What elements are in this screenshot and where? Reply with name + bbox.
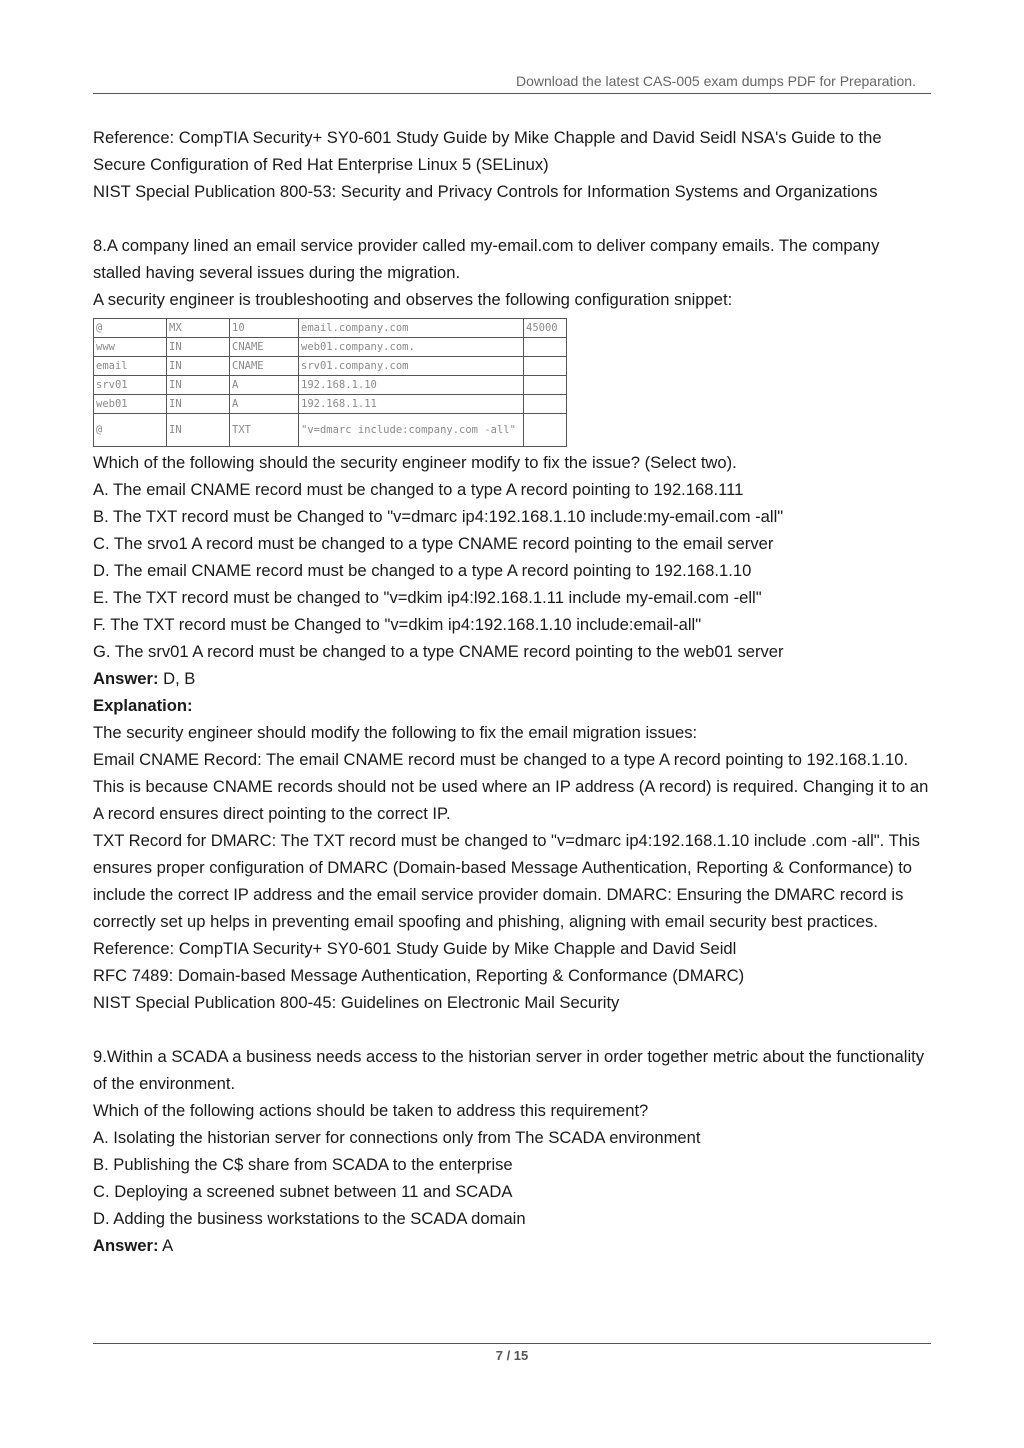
dns-cell: srv01.company.com bbox=[299, 357, 524, 376]
spacer bbox=[93, 205, 931, 232]
dns-row bbox=[94, 395, 567, 414]
reference-line: NIST Special Publication 800-53: Security and Privacy Controls for Information Systems and Organizations bbox=[93, 182, 878, 201]
dns-cell: @ bbox=[94, 414, 167, 447]
dns-row bbox=[94, 376, 567, 395]
dns-cell: @ bbox=[94, 319, 167, 338]
dns-cell: IN bbox=[167, 414, 230, 447]
answer-option: G. The srv01 A record must be changed to a type CNAME record pointing to the web01 server bbox=[93, 642, 784, 661]
answer-option: B. Publishing the C$ share from SCADA to the enterprise bbox=[93, 1155, 513, 1174]
dns-row bbox=[94, 414, 567, 447]
dns-cell: web01 bbox=[94, 395, 167, 414]
answer-option: A. Isolating the historian server for connections only from The SCADA environment bbox=[93, 1128, 701, 1147]
dns-cell: 192.168.1.10 bbox=[299, 376, 524, 395]
dns-cell: 10 bbox=[230, 319, 299, 338]
dns-cell bbox=[524, 376, 567, 395]
dns-cell: 192.168.1.11 bbox=[299, 395, 524, 414]
dns-cell: IN bbox=[167, 357, 230, 376]
answer-label: Answer: bbox=[93, 669, 159, 688]
answer-option: D. The email CNAME record must be changed to a type A record pointing to 192.168.1.10 bbox=[93, 561, 752, 580]
dns-cell: IN bbox=[167, 338, 230, 357]
spacer bbox=[93, 1016, 931, 1043]
dns-cell: email.company.com bbox=[299, 319, 524, 338]
dns-row bbox=[94, 357, 567, 376]
dns-cell: web01.company.com. bbox=[299, 338, 524, 357]
answer-option: C. Deploying a screened subnet between 11 and SCADA bbox=[93, 1182, 513, 1201]
answer-value: A bbox=[158, 1236, 174, 1255]
dns-row bbox=[94, 319, 567, 338]
dns-row bbox=[94, 338, 567, 357]
answer-option: F. The TXT record must be Changed to "v=dkim ip4:192.168.1.10 include:email-all" bbox=[93, 615, 702, 634]
answer-option: B. The TXT record must be Changed to "v=dmarc ip4:192.168.1.10 include:my-email.com -all" bbox=[93, 507, 784, 526]
dns-cell: srv01 bbox=[94, 376, 167, 395]
explanation-paragraph: The security engineer should modify the following to fix the email migration issues: bbox=[93, 723, 698, 742]
dns-cell bbox=[524, 338, 567, 357]
question-9-prompt: Which of the following actions should be taken to address this requirement? bbox=[93, 1101, 649, 1120]
dns-cell: IN bbox=[167, 395, 230, 414]
explanation-heading bbox=[93, 692, 931, 719]
question-9-stem: 9.Within a SCADA a business needs access to the historian server in order together metric about the functionality of the environment. bbox=[93, 1047, 925, 1093]
dns-cell: "v=dmarc include:company.com -all" bbox=[299, 414, 524, 447]
dns-cell: IN bbox=[167, 376, 230, 395]
dns-cell: 45000 bbox=[524, 319, 567, 338]
dns-cell: A bbox=[230, 395, 299, 414]
explanation-paragraph: Reference: CompTIA Security+ SY0-601 Study Guide by Mike Chapple and David Seidl bbox=[93, 939, 737, 958]
dns-cell bbox=[524, 414, 567, 447]
question-8-stem: 8.A company lined an email service provider called my-email.com to deliver company emails. The company stalled having several issues during the migration. bbox=[93, 236, 880, 282]
answer-option: C. The srvo1 A record must be changed to a type CNAME record pointing to the email server bbox=[93, 534, 774, 553]
footer-divider bbox=[93, 1343, 931, 1344]
explanation-label: Explanation: bbox=[93, 696, 193, 715]
page-header: Download the latest CAS-005 exam dumps PDF for Preparation. bbox=[516, 73, 916, 89]
dns-cell: CNAME bbox=[230, 338, 299, 357]
dns-cell: MX bbox=[167, 319, 230, 338]
dns-cell bbox=[524, 357, 567, 376]
dns-cell: www bbox=[94, 338, 167, 357]
dns-cell: A bbox=[230, 376, 299, 395]
explanation-paragraph: Email CNAME Record: The email CNAME record must be changed to a type A record pointing to 192.168.1.10. This is because CNAME records should not be used where an IP address (A record) is required. Changing it to an A record ensures direct pointing to the correct IP. bbox=[93, 750, 929, 823]
answer-option: D. Adding the business workstations to the SCADA domain bbox=[93, 1209, 526, 1228]
dns-cell: email bbox=[94, 357, 167, 376]
reference-line: Reference: CompTIA Security+ SY0-601 Study Guide by Mike Chapple and David Seidl NSA's Guide to the Secure Configuration of Red Hat Enterprise Linux 5 (SELinux) bbox=[93, 128, 882, 174]
explanation-paragraph: RFC 7489: Domain-based Message Authentication, Reporting & Conformance (DMARC) bbox=[93, 966, 745, 985]
question-8-answer bbox=[93, 665, 931, 692]
explanation-paragraph: TXT Record for DMARC: The TXT record must be changed to "v=dmarc ip4:192.168.1.10 include .com -all". This ensures proper configuration of DMARC (Domain-based Message Authentication, Reporting & Conformance) to include the correct IP address and the email service provider domain. DMARC: Ensuring the DMARC record is correctly set up helps in preventing email spoofing and phishing, aligning with email security best practices. bbox=[93, 831, 920, 931]
dns-cell: CNAME bbox=[230, 357, 299, 376]
question-9-answer bbox=[93, 1232, 931, 1259]
explanation-paragraph: NIST Special Publication 800-45: Guidelines on Electronic Mail Security bbox=[93, 993, 620, 1012]
answer-option: A. The email CNAME record must be changed to a type A record pointing to 192.168.111 bbox=[93, 480, 744, 499]
answer-value: D, B bbox=[158, 669, 196, 688]
page-number: 7 / 15 bbox=[495, 1348, 529, 1363]
header-divider bbox=[93, 93, 931, 94]
dns-cell bbox=[524, 395, 567, 414]
answer-option: E. The TXT record must be changed to "v=dkim ip4:l92.168.1.11 include my-email.com -ell" bbox=[93, 588, 762, 607]
page-content bbox=[93, 124, 931, 1259]
question-8-prompt: Which of the following should the security engineer modify to fix the issue? (Select two). bbox=[93, 453, 737, 472]
question-8-scenario: A security engineer is troubleshooting and observes the following configuration snippet: bbox=[93, 290, 733, 309]
answer-label: Answer: bbox=[93, 1236, 159, 1255]
dns-cell: TXT bbox=[230, 414, 299, 447]
dns-config-snippet bbox=[93, 318, 567, 447]
